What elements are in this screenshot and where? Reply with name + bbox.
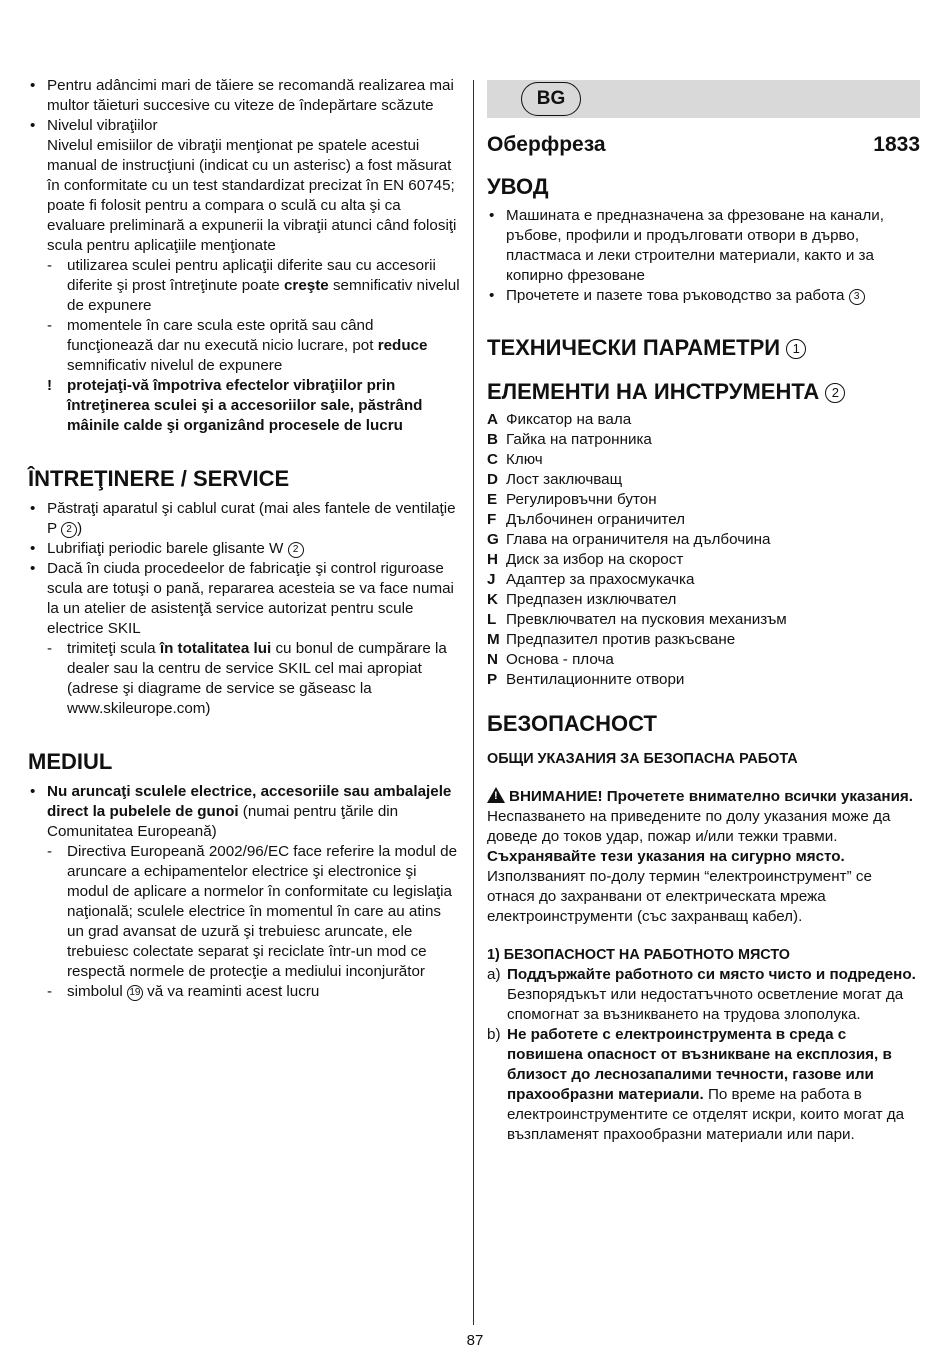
part-key: F xyxy=(487,511,497,528)
part-label: Диск за избор на скорост xyxy=(506,551,684,568)
sub-list-item xyxy=(47,639,460,719)
text: Безпорядъкът или недостатъчното осветление могат да спомогнат за възникването на трудова злополука. xyxy=(507,986,904,1023)
part-item xyxy=(487,570,920,590)
part-item xyxy=(487,510,920,530)
part-item xyxy=(487,630,920,650)
page-number: 87 xyxy=(466,1332,484,1349)
bold-text: creşte xyxy=(283,277,329,294)
text: semnificativ nivelul de expunere xyxy=(67,277,460,314)
part-item xyxy=(487,610,920,630)
part-item xyxy=(487,490,920,510)
part-key: A xyxy=(487,411,498,428)
list-item xyxy=(28,539,460,559)
text: Păstraţi aparatul şi cablul curat (mai ales fantele de ventilaţie P xyxy=(47,500,456,537)
service-list xyxy=(28,499,460,719)
dash-marker: - xyxy=(47,843,53,860)
part-item xyxy=(487,650,920,670)
bold-text: ВНИМАНИЕ! Прочетете внимателно всички указания. xyxy=(509,788,914,805)
part-label: Регулировъчни бутон xyxy=(506,491,657,508)
warning-paragraph xyxy=(487,787,920,927)
heading-text: ТЕХНИЧЕСКИ ПАРАМЕТРИ xyxy=(487,335,787,360)
text: Използваният по-долу термин “електроинструмент” се отнася до захранвани от електрическата мрежа електроинструменти (със захранващ кабел). xyxy=(487,868,872,925)
text: utilizarea sculei pentru aplicaţii diferite sau cu accesorii diferite şi prost întreţinute poate xyxy=(67,257,436,294)
list-item xyxy=(28,782,460,1002)
exclamation-marker: ! xyxy=(47,377,53,394)
bold-text: Поддържайте работното си място чисто и подредено. xyxy=(507,966,916,983)
sub-list-item xyxy=(47,256,460,316)
figure-ref-badge: 1 xyxy=(786,339,806,359)
item-marker: b) xyxy=(487,1026,501,1043)
text: Машината е предназначена за фрезоване на канали, ръбове, профили и продълговати отвори в дърво, пластмаса и леки строителни материали, както и за копирно фрезоване xyxy=(506,207,884,284)
text: semnificativ nivelul de expunere xyxy=(67,357,283,374)
text: vă va reaminti acest lucru xyxy=(142,983,320,1000)
service-heading: ÎNTREŢINERE / SERVICE xyxy=(28,466,290,491)
figure-ref-badge: 2 xyxy=(825,383,845,403)
product-title: Оберфреза xyxy=(487,133,606,156)
text: Dacă în ciuda procedeelor de fabricaţie şi control riguroase scula are totuşi o pană, repararea acesteia se va face numai la un atelier de asistenţă service autorizat pentru scule electrice SKIL xyxy=(47,560,454,637)
column-divider xyxy=(473,80,474,1325)
bold-text: protejaţi-vă împotriva efectelor vibraţiilor prin întreţinerea sculei şi a accesoriilor sale, păstrând mâinile calde şi organizând procesele de lucru xyxy=(67,377,423,434)
list-item xyxy=(487,286,920,306)
bullet-title: Nivelul vibraţiilor xyxy=(47,117,158,134)
part-key: N xyxy=(487,651,498,668)
sub-list-item xyxy=(47,982,460,1002)
part-key: H xyxy=(487,551,498,568)
bullet-text: Pentru adâncimi mari de tăiere se recomandă realizarea mai multor tăieturi succesive cu viteze de îndepărtare scăzute xyxy=(47,77,454,114)
part-key: G xyxy=(487,531,499,548)
part-key: L xyxy=(487,611,497,628)
part-key: E xyxy=(487,491,498,508)
part-label: Предпазител против разкъсване xyxy=(506,631,736,648)
dash-marker: - xyxy=(47,983,53,1000)
text: Прочетете и пазете това ръководство за работа xyxy=(506,287,849,304)
part-label: Превключвател на пусковия механизъм xyxy=(506,611,787,628)
parts-list xyxy=(487,410,920,690)
bold-text: Nu aruncaţi sculele electrice, accesoriile sau ambalajele direct la pubelele de gunoi xyxy=(47,783,452,820)
sub-list xyxy=(47,842,460,1002)
model-number: 1833 xyxy=(873,133,920,156)
list-item xyxy=(28,499,460,539)
dash-marker: - xyxy=(47,257,53,274)
sub-list-item xyxy=(47,842,460,982)
part-item xyxy=(487,450,920,470)
sub-list xyxy=(47,256,460,436)
list-item xyxy=(28,76,460,116)
figure-ref-badge: 3 xyxy=(849,289,865,305)
part-label: Предпазен изключвател xyxy=(506,591,677,608)
text: momentele în care scula este oprită sau când funcţionează dar nu execută nicio lucrare, pot xyxy=(67,317,378,354)
part-label: Ключ xyxy=(506,451,543,468)
mediul-list xyxy=(28,782,460,1002)
part-label: Гайка на патронника xyxy=(506,431,652,448)
bold-text: în totalitatea lui xyxy=(159,640,272,657)
dash-marker: - xyxy=(47,317,53,334)
sub-list-item xyxy=(47,376,460,436)
figure-ref-badge: 2 xyxy=(61,522,77,538)
sub-list xyxy=(47,639,460,719)
part-key: B xyxy=(487,431,498,448)
text: (numai pentru ţările din Comunitatea Europeană) xyxy=(47,803,399,840)
part-item xyxy=(487,590,920,610)
tech-heading xyxy=(487,335,920,361)
vibration-list xyxy=(28,76,460,436)
text: Неспазването на приведените по долу указания може да доведе до токов удар, пожар и/или тежки травми. xyxy=(487,808,891,845)
part-label: Лост заключващ xyxy=(506,471,623,488)
bullet-text: Nivelul emisiilor de vibraţii menţionat pe spatele acestui manual de instrucţiuni (indicat cu un asterisc) a fost măsurat în conformitate cu un test standardizat precizat în EN 60745; poate fi folosit pentru a compara o sculă cu alta şi ca evaluare preliminară a expunerii la vibraţii atunci când folosiţi scula pentru aplicaţiile menţionate xyxy=(47,137,457,254)
workplace-list xyxy=(487,965,920,1145)
language-bar xyxy=(487,80,920,118)
warning-triangle-icon xyxy=(487,787,505,803)
part-item xyxy=(487,550,920,570)
part-label: Вентилационните отвори xyxy=(506,671,685,688)
right-column xyxy=(487,80,920,1145)
bold-text: Съхранявайте тези указания на сигурно място. xyxy=(487,848,845,865)
general-safety-heading: ОБЩИ УКАЗАНИЯ ЗА БЕЗОПАСНА РАБОТА xyxy=(487,751,798,767)
item-marker: a) xyxy=(487,966,501,983)
part-key: C xyxy=(487,451,498,468)
part-item xyxy=(487,410,920,430)
list-item xyxy=(487,965,920,1025)
part-key: D xyxy=(487,471,498,488)
part-key: P xyxy=(487,671,498,688)
part-item xyxy=(487,530,920,550)
symbol-ref-badge: 19 xyxy=(127,985,143,1001)
bold-text: reduce xyxy=(377,337,428,354)
dash-marker: - xyxy=(47,640,53,657)
language-badge: BG xyxy=(521,82,581,116)
text: По време на работа в електроинструментите се отделят искри, които могат да възпламенят прахообразни материали или пари. xyxy=(507,1086,905,1143)
part-label: Глава на ограничителя на дълбочина xyxy=(506,531,771,548)
heading-text: ЕЛЕМЕНТИ НА ИНСТРУМЕНТА xyxy=(487,379,826,404)
text: Lubrifiaţi periodic barele glisante W xyxy=(47,540,288,557)
intro-heading: УВОД xyxy=(487,174,549,199)
sub-list-item xyxy=(47,316,460,376)
part-key: M xyxy=(487,631,500,648)
part-label: Адаптер за прахосмукачка xyxy=(506,571,695,588)
elements-heading xyxy=(487,379,920,405)
figure-ref-badge: 2 xyxy=(288,542,304,558)
mediul-heading: MEDIUL xyxy=(28,749,113,774)
text: ) xyxy=(77,520,83,537)
text: simbolul xyxy=(67,983,127,1000)
part-item xyxy=(487,430,920,450)
part-key: K xyxy=(487,591,498,608)
part-label: Основа - плоча xyxy=(506,651,614,668)
part-label: Фиксатор на вала xyxy=(506,411,632,428)
part-item xyxy=(487,670,920,690)
workplace-safety-heading: 1) БЕЗОПАСНОСТ НА РАБОТНОТО МЯСТО xyxy=(487,947,790,963)
list-item xyxy=(28,116,460,436)
list-item xyxy=(487,206,920,286)
list-item xyxy=(487,1025,920,1145)
part-key: J xyxy=(487,571,496,588)
text: cu bonul de cumpărare la dealer sau la centru de service SKIL cel mai apropiat (adrese şi diagrame de service se găseasc la www.skileurope.com) xyxy=(67,640,447,717)
left-column xyxy=(28,76,460,1002)
safety-heading: БЕЗОПАСНОСТ xyxy=(487,711,657,736)
text: trimiteţi scula xyxy=(67,640,160,657)
title-row xyxy=(487,132,920,158)
part-item xyxy=(487,470,920,490)
list-item xyxy=(28,559,460,719)
text: Directiva Europeană 2002/96/EC face referire la modul de aruncare a echipamentelor electrice şi electronice şi modul de aplicare a normelor în conformitate cu legislaţia naţională; sculele electrice în momentul în care au atins un grad avansat de uzură şi trebuiesc aruncate, ele trebuiesc colectate separat şi reciclate într-un mod ce respectă normele de protecţie a mediului inconjurător xyxy=(67,843,458,980)
part-label: Дълбочинен ограничител xyxy=(506,511,686,528)
intro-list xyxy=(487,206,920,306)
bold-text: Не работете с електроинструмента в среда с повишена опасност от възникване на експлозия, в близост до леснозапалими течности, газове или прахообразни материали. xyxy=(507,1026,892,1103)
